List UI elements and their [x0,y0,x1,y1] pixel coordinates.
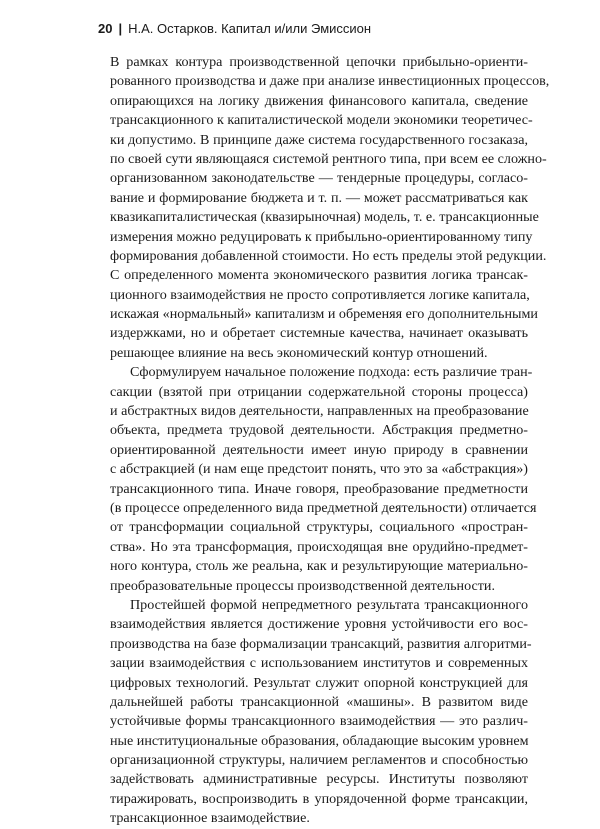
text-line: производства на базе формализации трансакций, развития алгоритми- [110,635,532,652]
text-line: дальнейшей работы трансакционной «машины». В развитом виде [110,693,528,710]
text-line: зации взаимодействия с использованием институтов и современных [110,655,528,672]
text-line: измерения можно редуцировать к прибыльно-ориентированному типу [110,228,533,245]
text-line: Простейшей формой непредметного результата трансакционного [130,596,528,613]
text-line: ориентированной деятельности имеет иную природу в сравнении [110,441,528,458]
text-line: сакции (взятой при отрицании содержательной стороны процесса) [110,383,528,400]
text-line: Сформулируем начальное положение подхода: есть различие тран- [130,364,533,381]
text-line: квазикапиталистическая (квазирыночная) модель, т. е. трансакционные [110,209,539,226]
text-line: с абстракцией (и нам еще предстоит понять, что это за «абстракция») [110,461,528,478]
text-line: искажая «нормальный» капитализм и обременяя его дополнительными [110,306,538,323]
text-line: ные институциональные образования, обладающие высоким уровнем [110,732,529,749]
text-line: трансакционного типа. Иначе говоря, преобразование предметности [110,480,528,497]
text-line: С определенного момента экономического развития логика трансак- [110,267,528,284]
paragraph [110,53,550,363]
text-line: цифровых технологий. Результат служит опорной конструкцией для [110,674,528,691]
page-number: 20 [98,21,113,36]
text-line: преобразовательные процессы производственной деятельности. [110,577,495,594]
text-line: по своей сути являющаяся системой рентного типа, при всем ее сложно- [110,150,547,167]
text-line: организованном законодательстве — тендерные процедуры, согласо- [110,170,528,187]
text-line: организационной структуры, наличием регламентов и способностью [110,752,528,769]
text-line: издержками, но и обретает системные качества, начинает оказывать [110,325,528,342]
text-line: и абстрактных видов деятельности, направленных на преобразование [110,403,529,420]
text-line: трансакционное взаимодействие. [110,810,310,827]
text-line: рованного производства и даже при анализе инвестиционных процессов, [110,73,550,90]
text-line: ства». Но эта трансформация, происходящая вне орудийно-предмет- [110,538,528,555]
running-head [98,20,371,38]
text-line: ного контура, столь же реальна, как и результирующие материально- [110,558,528,575]
running-title: Н.А. Остарков. Капитал и/или Эмиссион [128,21,372,36]
text-line: (в процессе определенного вида предметной деятельности) отличается [110,499,537,516]
text-line: устойчивые формы трансакционного взаимодействия — это различ- [110,713,528,730]
header-separator: | [118,21,123,36]
text-line: опирающихся на логику движения финансового капитала, сведение [110,92,528,109]
text-line: ционного взаимодействия не просто сопротивляется логике капитала, [110,286,530,303]
text-line: В рамках контура производственной цепочки прибыльно-ориенти- [110,54,528,70]
text-line: ки допустимо. В принципе даже система государственного госзаказа, [110,131,528,148]
paragraph [110,363,537,596]
text-line: тиражировать, воспроизводить в упорядоченной форме трансакции, [110,790,528,807]
text-line: трансакционного к капиталистической модели экономики теоретичес- [110,112,533,129]
text-line: взаимодействия является достижение уровня устойчивости его вос- [110,616,528,633]
body-text [110,53,550,829]
text-line: решающее влияние на весь экономический контур отношений. [110,344,488,361]
text-line: формирования добавленной стоимости. Но есть пределы этой редукции. [110,247,547,264]
text-line: объекта, предмета трудовой деятельности. Абстракция предметно- [110,422,528,439]
text-line: вание и формирование бюджета и т. п. — может рассматриваться как [110,189,528,206]
text-line: задействовать административные ресурсы. Институты позволяют [110,771,528,788]
text-line: от трансформации социальной структуры, социального «простран- [110,519,528,536]
paragraph [110,596,532,829]
